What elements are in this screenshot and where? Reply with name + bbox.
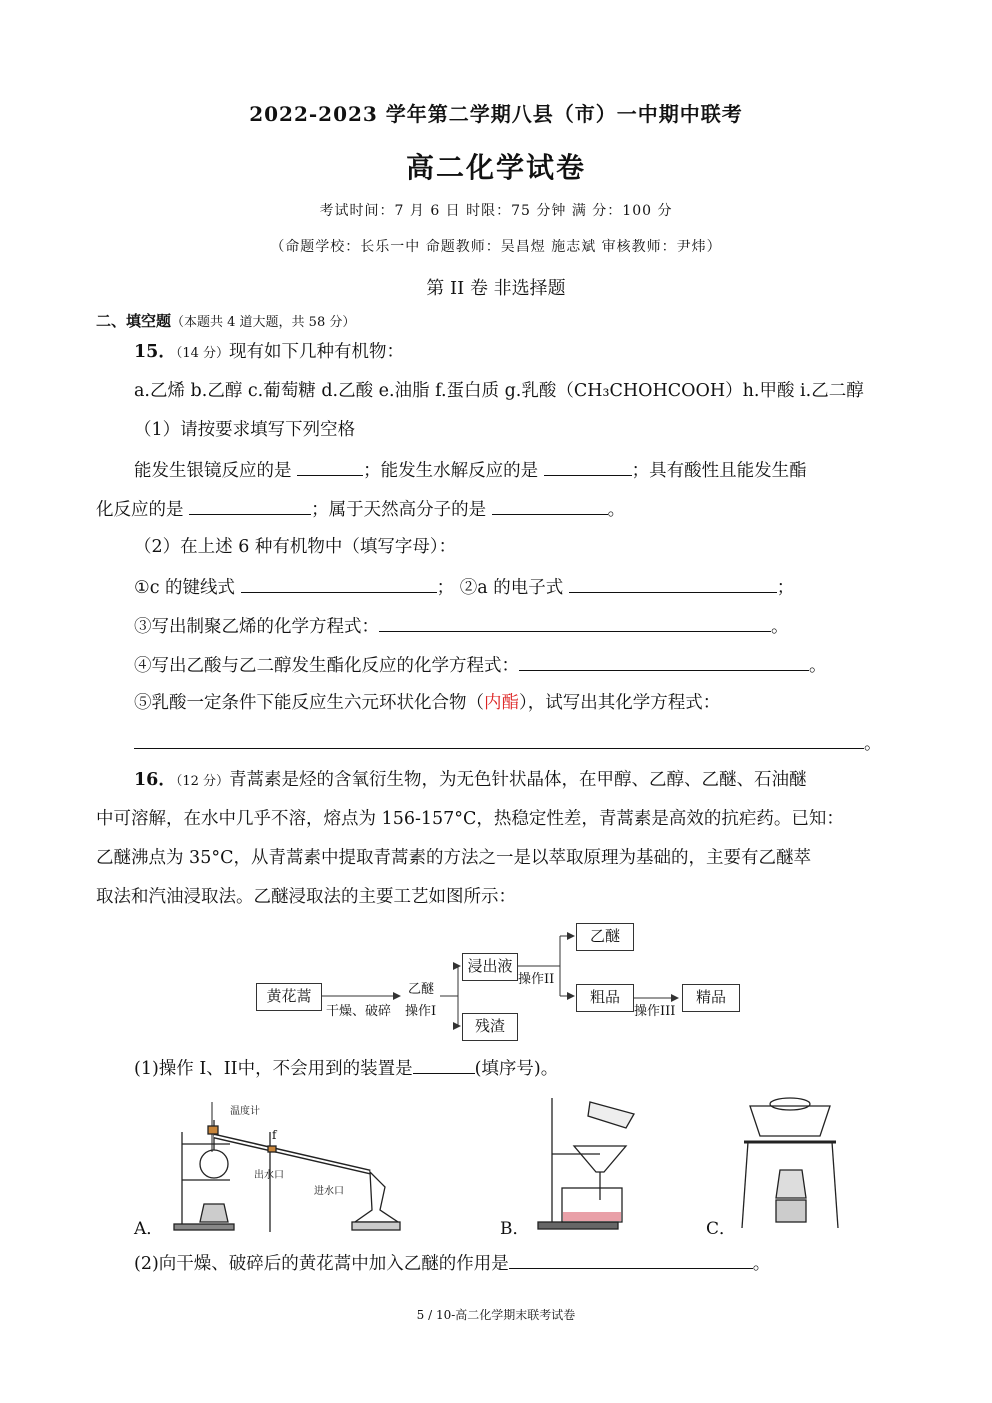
paper-title: 高二化学试卷 (405, 151, 586, 184)
flow-step1-label: 干燥、破碎 (326, 1004, 392, 1019)
q16-sub2 (134, 1250, 770, 1276)
q16-text: 青蒿素是烃的含氧衍生物，为无色针状晶体，在甲醇、乙醇、乙醚、石油醚 (229, 770, 807, 790)
q15-l2a: 化反应的是 (96, 500, 184, 520)
q15-line2 (96, 496, 625, 522)
q15-s5end: 。 (864, 734, 882, 754)
apparatus-figures (130, 1092, 890, 1242)
q15-sub5 (134, 691, 720, 715)
q16-sub1a: (1)操作 I、II中，不会用到的装置是 (134, 1059, 413, 1079)
water-in-label: 进水口 (314, 1186, 344, 1197)
q15-part1: （1）请按要求填写下列空格 (134, 420, 356, 440)
flow-reagent-label: 乙醚 (408, 982, 435, 997)
q16-number: 16． (134, 770, 176, 790)
q16-p2: 中可溶解，在水中几乎不溶，熔点为 156-157°C，热稳定性差，青蒿素是高效的抗疟药。已知： (96, 809, 844, 829)
q15-l1b: ；能发生水解反应的是 (363, 461, 539, 481)
flow-residue-box: 残渣 (462, 1013, 518, 1041)
answer-blank[interactable] (413, 1055, 475, 1074)
water-out-label: 出水口 (254, 1170, 284, 1181)
flow-start-box: 黄花蒿 (256, 983, 322, 1011)
flow-extract-box: 浸出液 (462, 953, 518, 981)
option-c-label: C． (706, 1219, 737, 1239)
filtration-apparatus-image (530, 1092, 660, 1232)
q16-score: （12 分） (175, 774, 230, 789)
answer-blank[interactable] (569, 574, 777, 593)
q15-part2: （2）在上述 6 种有机物中（填写字母）： (134, 537, 457, 557)
flow-op3-label: 操作III (634, 1004, 676, 1019)
section-title: 二、填空题 (96, 312, 172, 330)
volume-title: 第 II 卷 非选择题 (426, 278, 566, 299)
q16-sub1b: (填序号)。 (474, 1059, 559, 1079)
q15-options: a.乙烯 b.乙醇 c.葡萄糖 d.乙酸 e.油脂 f.蛋白质 g.乳酸（CH₃CHOHCOOH）h.甲酸 i.乙二醇 (134, 381, 864, 401)
q15-heading (134, 340, 404, 366)
answer-blank[interactable] (134, 730, 864, 749)
option-a-label: A． (134, 1219, 164, 1239)
q15-sub4 (134, 652, 827, 678)
q15-s3: ③写出制聚乙烯的化学方程式： (134, 617, 379, 637)
answer-blank[interactable] (297, 457, 363, 476)
q16-p1 (134, 768, 807, 794)
answer-blank[interactable] (379, 613, 771, 632)
q16-sub2end: 。 (752, 1254, 771, 1274)
exam-info: 考试时间：7 月 6 日 时限：75 分钟 满 分：100 分 (319, 203, 673, 219)
answer-blank[interactable] (189, 496, 311, 515)
q15-number: 15． (134, 342, 176, 362)
q15-sub3 (134, 613, 789, 639)
q15-sub5-answer (134, 730, 882, 756)
q15-sub1 (134, 574, 794, 600)
q15-score: （14 分） (175, 346, 230, 361)
page-footer: 5 / 10-高二化学期末联考试卷 (416, 1308, 576, 1322)
q15-l2b: ；属于天然高分子的是 (311, 500, 487, 520)
flow-op1-label: 操作I (405, 1004, 437, 1019)
q16-sub2a: (2)向干燥、破碎后的黄花蒿中加入乙醚的作用是 (134, 1254, 509, 1274)
q15-s1a: ①c 的键线式 (134, 578, 236, 598)
exam-title: 2022-2023 学年第二学期八县（市）一中期中联考 (249, 102, 743, 126)
answer-blank[interactable] (241, 574, 437, 593)
q15-s5b: ），试写出其化学方程式： (519, 693, 721, 713)
thermometer-label: 温度计 (230, 1106, 260, 1117)
answer-blank[interactable] (492, 496, 608, 515)
q15-s4end: 。 (809, 656, 827, 676)
q15-s3end: 。 (771, 617, 789, 637)
q15-line1 (134, 457, 807, 483)
flow-ether-box: 乙醚 (576, 923, 634, 951)
q15-s5-red: 内酯 (484, 693, 519, 713)
q15-l1c: ；具有酸性且能发生酯 (631, 461, 807, 481)
q16-p4: 取法和汽油浸取法。乙醚浸取法的主要工艺如图所示： (96, 887, 516, 907)
heating-apparatus-image (740, 1092, 860, 1232)
q15-s1b: ； ②a 的电子式 (436, 578, 564, 598)
distillation-apparatus-image (170, 1092, 470, 1232)
q15-l1a: 能发生银镜反应的是 (134, 461, 292, 481)
option-b-label: B． (500, 1219, 530, 1239)
q15-s5a: ⑤乳酸一定条件下能反应生六元环状化合物（ (134, 693, 484, 713)
section-heading (96, 310, 355, 331)
q16-p3: 乙醚沸点为 35°C，从青蒿素中提取青蒿素的方法之一是以萃取原理为基础的，主要有乙醚萃 (96, 848, 811, 868)
q15-s4: ④写出乙酸与乙二醇发生酯化反应的化学方程式： (134, 656, 519, 676)
flow-pure-box: 精品 (682, 984, 740, 1012)
flow-crude-box: 粗品 (576, 984, 634, 1012)
q15-stem: 现有如下几种有机物： (229, 342, 405, 362)
answer-blank[interactable] (509, 1250, 753, 1269)
authors-line: （命题学校：长乐一中 命题教师：吴昌煜 施志斌 审核教师：尹炜） (270, 239, 722, 255)
section-note: （本题共 4 道大题，共 58 分） (171, 315, 356, 330)
answer-blank[interactable] (519, 652, 809, 671)
q15-s1end: ； (776, 578, 795, 598)
q15-l2end: 。 (607, 500, 626, 520)
answer-blank[interactable] (544, 457, 632, 476)
q16-sub1 (134, 1055, 558, 1081)
f-label: f (272, 1128, 277, 1142)
flow-op2-label: 操作II (518, 972, 555, 987)
process-flow-diagram (250, 920, 750, 1045)
